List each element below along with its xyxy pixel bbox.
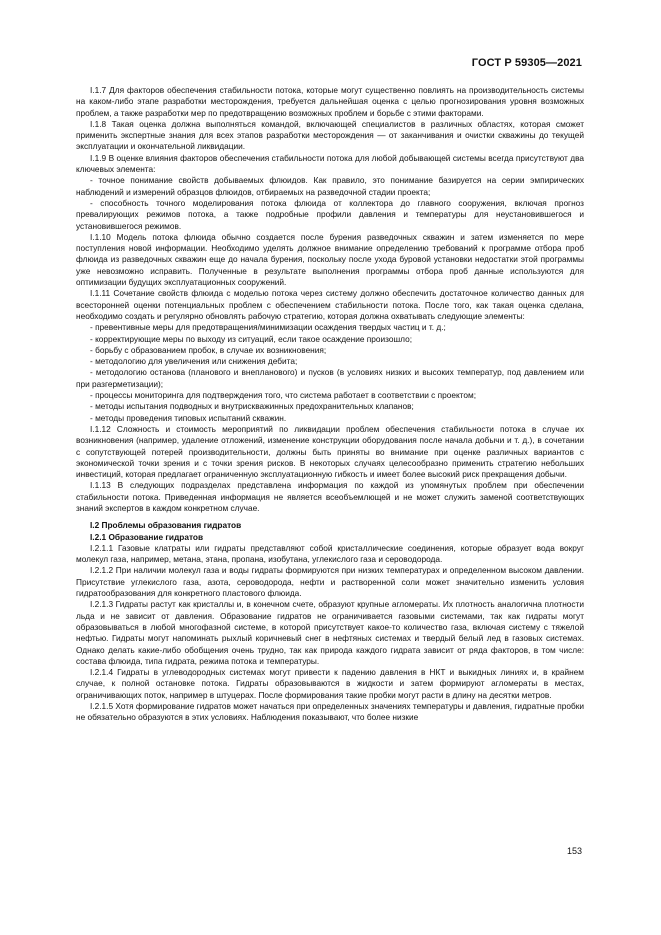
list-item: - методологию для увеличения или снижения дебита; [90,356,298,367]
paragraph-i-1-9: I.1.9 В оценке влияния факторов обеспечения стабильности потока для любой добывающей системы всегда присутствуют два ключевых элемента: [76,152,584,175]
document-body [76,85,584,724]
paragraph-i-2-1-3: I.2.1.3 Гидраты растут как кристаллы и, в конечном счете, образуют крупные агломераты. Их плотность аналогична плотности льда и не зависит от давления. Образование гидратов не ограничивается газовыми системами, так как гидраты могут образовываться в любой многофазной системе, в которой присутствует какое-то количество газа, включая систему с тяжелой нефтью. Гидраты могут напоминать рыхлый коричневый снег в нефтяных системах и твердый белый лед в газовых системах. Однако делать какие-либо обобщения очень трудно, так как природа каждого гидрата зависит от ряда факторов, в том числе: состава флюида, типа гидрата, режима потока и температуры. [76,599,584,666]
paragraph-i-1-10: I.1.10 Модель потока флюида обычно создается после бурения разведочных скважин и затем изменяется по мере поступления новой информации. Необходимо уделять должное внимание определению требований к программе отбора проб флюида из разведочных скважин еще до начала бурения, поскольку после ухода буровой установки недостатки этой программы уже невозможно исправить. Полученные в результате выполнения программы отбора проб данные используются для оптимизации будущих эксплуатационных сооружений. [76,231,584,288]
paragraph-i-2-1-4: I.2.1.4 Гидраты в углеводородных системах могут привести к падению давления в НКТ и выкидных линиях и, в крайнем случае, к полной остановке потока. Гидраты образовываются в жидкости и затем формируют агломераты в местах, ограничивающих поток, например в штуцерах. После формирования такие пробки могут расти в длину на десятки метров. [76,667,584,700]
list-item: - процессы мониторинга для подтверждения того, что система работает в соответствии с проектом; [90,390,477,401]
paragraph-i-1-11: I.1.11 Сочетание свойств флюида с моделью потока через систему должно обеспечить достаточное количество данных для всесторонней оценки потенциальных проблем с обеспечением стабильности потока. После того, как такая оценка сделана, необходимо создать и регулярно обновлять рабочую стратегию, которая должна охватывать следующие элементы: [76,288,584,321]
list-item: - превентивные меры для предотвращения/минимизации осаждения твердых частиц и т. д.; [90,322,446,333]
list-item: - точное понимание свойств добываемых флюидов. Как правило, это понимание базируется на серии эмпирических наблюдений и измерений образцов флюидов, отбираемых на разведочной стадии проекта; [76,175,584,197]
paragraph-i-1-13: I.1.13 В следующих подразделах представлена информация по каждой из упомянутых проблем при обеспечении стабильности потока. Приведенная информация не является всеобъемлющей и не может служить заменой соответствующих знаний экспертов в каждом конкретном случае. [76,480,584,513]
list-item: - методы проведения типовых испытаний скважин. [90,412,287,423]
list-item: - борьбу с образованием пробок, в случае их возникновения; [90,344,327,355]
paragraph-i-1-12: I.1.12 Сложность и стоимость мероприятий по ликвидации проблем обеспечения стабильности потока в случае их возникновения (например, удаление отложений, изменение конструкции оборудования после начала добычи и т. д.), в сочетании с сопутствующей потерей производительности, должны быть приняты во внимание при оценке различных вариантов с экономической точки зрения и с точки зрения рисков. В некоторых случаях целесообразно применить стратегию небольших инвестиций, которая предлагает ограниченную эксплуатационную гибкость и имеет более высокий риск прекращения добычи. [76,423,584,480]
list-item: - корректирующие меры по выходу из ситуаций, если такое осаждение произошло; [90,333,412,344]
paragraph-i-2-1-2: I.2.1.2 При наличии молекул газа и воды гидраты формируются при низких температурах и определенном высоком давлении. Присутствие углекислого газа, азота, сероводорода, нефти и растворенной соли может значительно изменить условия гидратообразования для конкретного пластового флюида. [76,565,584,599]
list-item: - методологию останова (планового и внепланового) и пусков (в условиях низких и высоких температур, под давлением или при разгерметизации); [76,367,584,389]
standard-number: ГОСТ Р 59305—2021 [471,57,582,69]
paragraph-i-2-1-5: I.2.1.5 Хотя формирование гидратов может начаться при определенных значениях температуры и давления, гидратные пробки не обязательно образуются в этих условиях. Наблюдения показывают, что более низкие [76,701,584,723]
paragraph-i-2-1-1: I.2.1.1 Газовые клатраты или гидраты представляют собой кристаллические соединения, которые образует вода вокруг молекул газа, например, метана, этана, пропана, изобутана, углекислого газа и сероводорода. [76,542,584,565]
section-heading: I.2 Проблемы образования гидратов [90,520,242,531]
page-number: 153 [566,846,582,856]
paragraph-i-1-7: I.1.7 Для факторов обеспечения стабильности потока, которые могут существенно повлиять на производительность системы на каком-либо этапе разработки месторождения, требуется дальнейшая оценка с целью прогнозирования уровня возможных проблем, а также разработки мер по предотвращению возможных проблем и борьбе с этими факторами. [76,85,584,118]
list-item: - методы испытания подводных и внутрискважинных предохранительных клапанов; [90,401,414,412]
list-item: - способность точного моделирования потока флюида от коллектора до главного сооружения, включая прогноз превалирующих режимов потока, а также подробные профили давления и температуры для неустановившегося и установившегося режимов. [76,197,584,231]
paragraph-i-1-8: I.1.8 Такая оценка должна выполняться командой, включающей специалистов в различных областях, которая сможет применить экспертные знания для всех этапов разработки месторождения — от заканчивания и очистки скважины до текущей эксплуатации и окончательной ликвидации. [76,118,584,152]
subsection-heading: I.2.1 Образование гидратов [90,531,204,542]
